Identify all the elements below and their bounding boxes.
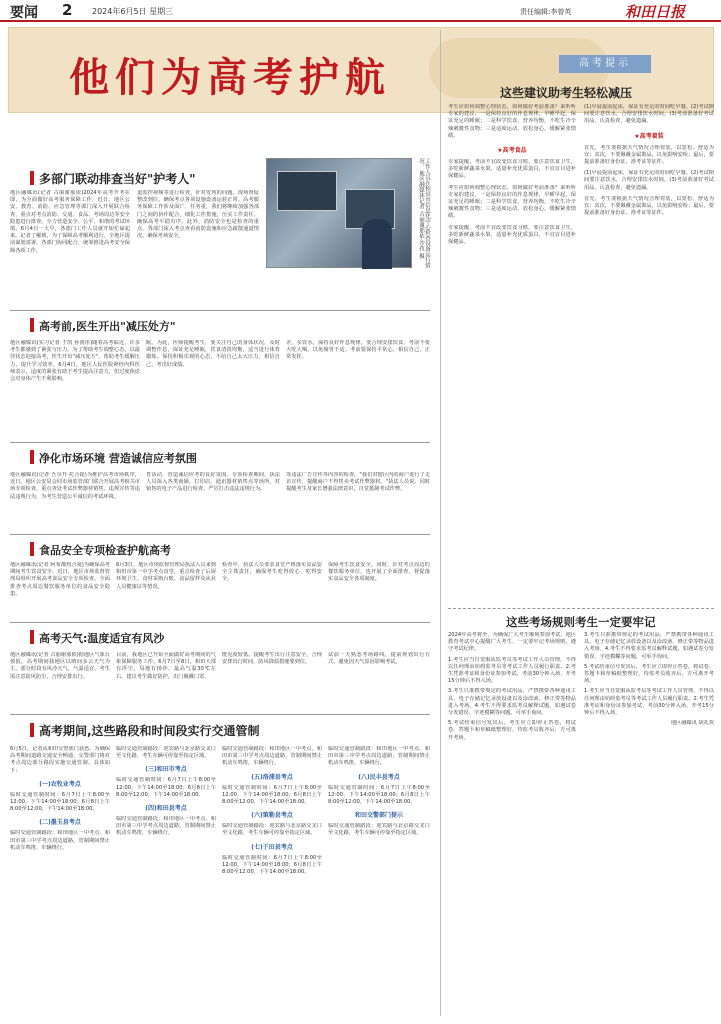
monitor-screen [277, 171, 337, 211]
right-article-1-col-2: (1)早晨提前起床，保证有充足的时间吃早餐。(2)考试期间要注意饮水，合理安排饮水时间。(3)考前准备好考试用品，认真检查，避免遗漏。 ★高考着装 首先，考生要根据天气情况合理着装，以宽松、舒适为宜；其次，不要佩戴金属饰品，以免影响安检；最后，要提前准备好身份证、准考证等证件。 (1)早晨提前起床，保证有充足的时间吃早餐。(2)考试期间要注意饮水，合理安排饮水时间。(3)考前准备好考试用品，认真检查，避免遗漏。 首先，考生要根据天气情况合理着装，以宽松、舒适为宜；其次，不要佩戴金属饰品，以免影响安检；最后，要提前准备好身份证、准考证等证件。 [584, 104, 714, 217]
right-article-1-col-1: 考生应如何调整心理状态，如何做好考前准备？来听听专家的建议。一是保持良好的作息规律，早睡早起，保证充足的睡眠；二是科学饮食，营养均衡，不吃生冷辛辣刺激性食物；三是适度运动，放松身心，缓解紧张情绪。 ★高考食品 专家提醒，考前不宜改变饮食习惯，要注意饮食卫生，多吃新鲜蔬菜水果，适量补充优质蛋白，不宜盲目进补保健品。 考生应如何调整心理状态，如何做好考前准备？来听听专家的建议。一是保持良好的作息规律，早睡早起，保证充足的睡眠；二是科学饮食，营养均衡，不吃生冷辛辣刺激性食物；三是适度运动，放松身心，缓解紧张情绪。 专家提醒，考前不宜改变饮食习惯，要注意饮食卫生，多吃新鲜蔬菜水果，适量补充优质蛋白，不宜盲目进补保健品。 [448, 104, 576, 246]
right-article-1-title: 这些建议助考生轻松减压 [500, 86, 633, 100]
article-5-col-1: 地区融媒讯(记者 古丽谢那依)据地区气象台预报，高考期间我地区以晴间多云天气为主，部分时段有风沙天气，气温适宜，考生需注意防风防尘，合理安排出行。 [10, 652, 110, 680]
article-3-col-1: 地区融媒讯(记者 吾尔开·托合提)为维护高考市场秩序，近日，地区公安局会同市场监管部门联合开展高考相关市场专项检查，重点查处考试作弊器材销售、违规宣传等违法违规行为，为考生营造公平诚信的考试环境。 [10, 472, 140, 500]
officer-figure [362, 219, 392, 269]
article-2-col-2: 眠。为此，医师提醒考生，要关注自己的身体状况，及时调整作息，保证充足睡眠，饮食清淡均衡，适当进行体育锻炼。保持积极乐观的心态，不给自己太大压力，相信自己，考出好成绩。 [146, 340, 280, 368]
right-article-2-col-2: 3.考生只准携带规定的考试用品，严禁携带各种通讯工具、电子存储记忆录放设备以及涂改液、修正带等物品进入考场。4.考生不得要求监考员解释试题，如遇试卷分发错误、字迹模糊等问题，可举手询问。 5.考试结束信号发出后，考生应立即停止答卷，将试卷、答题卡和草稿纸整理好，待监考员收齐后，方可离开考场。 1.考生应当自觉服从监考员等考试工作人员管理，不得以任何理由妨碍监考员等考试工作人员履行职责。2.考生凭准考证和身份证参加考试，考前30分钟入场，开考15分钟后不得入场。 地区融媒讯 胡礼欢 [584, 632, 714, 727]
article-5-title: 高考天气:温度适宜有风沙 [30, 630, 164, 646]
editor-credit: 责任编辑:李曾英 [520, 8, 572, 16]
issue-date: 2024年6月5日 星期三 [92, 7, 174, 16]
article-4-col-1: 地区融媒讯(记者 阿布都热合曼)为确保高考期间考生饮食安全，近日，地区市场监督管理局组织开展高考食品安全专项检查，全面排查考点周边餐饮服务单位的食品安全隐患。 [10, 562, 110, 597]
newspaper-logo: 和田日报 [625, 3, 686, 21]
article-3-col-3: 等违法广告宣传等内容的检查。"我们对辖区内的商户进行了走访宣传，提醒商户不得售卖考试作弊器材。"执法人员说。同时提醒考生及家长增强法律意识，自觉抵制考试作弊。 [286, 472, 430, 493]
right-article-2-title: 这些考场规则考生一定要牢记 [506, 615, 656, 629]
article-6-col-1: 6月5日，记者从和田交警部门获悉，为确保高考期间道路交通安全畅通，交警部门将对考点周边部分路段实施交通管制。具体如下： (一)农牧业考点 临时交通管制时间：6月7日上午8:00至12:00，下午14:00至18:00；6月8日上午8:00至12:00，下午14:00至18:00。 (二)墨玉县考点 临时交通管制路段：和田地区一中考点、和田市第三中学考点周边道路，管制期间禁止机动车鸣笛，车辆绕行。 [10, 746, 110, 851]
article-6-title: 高考期间,这些路段和时间段实行交通管制 [30, 722, 260, 739]
article-6-col-4: 临时交通管制路段：和田地区一中考点、和田市第三中学考点周边道路，管制期间禁止机动车鸣笛，车辆绕行。 (八)民丰县考点 临时交通管制时间：6月7日上午8:00至12:00，下午14:00至18:00；6月8日上午8:00至12:00，下午14:00至18:00。 和田交警部门提示 临时交通管制路段：迎宾路与北京路交叉口至文化路，考生车辆可停靠至指定区域。 [328, 746, 430, 837]
article-1-col-1: 地区融媒讯(记者 古丽谢那依)2024年高考开考在即，为全面做好高考服务保障工作，近日，地区公安、教育、消防、应急管理等部门深入开展联合检查，重点对考点消防、交通、食品、考场周边等安全隐患进行排查，全力营造安全、公平、和谐的考试环境。6月4日一大早，各部门工作人员就开始忙碌起来。记者了解到，为了保障高考顺利进行，全地区提前谋划部署，各部门协同配合，统筹推进高考安全保障各项工作。 [10, 190, 130, 254]
article-4-title: 食品安全专项检查护航高考 [30, 542, 171, 558]
article-3-col-2: 育活动，营造诚信应考的良好氛围。专项检查期间，执法人员深入各类商铺、打印店、通讯器材销售点等场所，对销售的电子产品进行检查，严厉打击违法违规行为。 [146, 472, 280, 493]
right-article-2-byline: 地区融媒讯 胡礼欢 [670, 720, 714, 727]
article-4-col-2: 6月3日，地区市场监督管理局执法人员来到和田市第一中学考点食堂，重点检查了后厨环境卫生、食材采购台账、食品留样及从业人员健康证等情况。 [116, 562, 216, 590]
section-name: 要闻 [10, 5, 38, 21]
article-5-col-2: 目前，我地区已开始全面做好高考期间的气象保障服务工作。6月7日至8日，和田大部有浮尘，局地有扬沙，最高气温30℃左右。建议考生做好防护，出门佩戴口罩。 [116, 652, 216, 680]
page-number: 2 [62, 1, 73, 19]
page-header [0, 0, 721, 22]
article-2-col-1: 地区融媒讯(实习记者 于凯 孙雨彤)随着高考临近，许多考生都感到了紧张与压力。为了帮助考生调整心态，以最佳状态迎接高考，医生开出"减压处方"，帮助考生缓解压力，提升学习效率。6月4日，地区人民医院神经内科医师表示，适度的紧张有助于考生提高注意力，但过度焦虑会对身体产生不利影响。 [10, 340, 140, 383]
article-4-col-3: 检查中，执法人员要求食堂严格落实食品安全主体责任，确保考生吃得放心、吃得安全。 [222, 562, 322, 583]
article-1-title: 多部门联动排查当好"护考人" [30, 170, 196, 187]
article-2-title: 高考前,医生开出"减压处方" [30, 318, 176, 334]
article-6-col-2: 临时交通管制路段：迎宾路与北京路交叉口至文化路，考生车辆可停靠至指定区域。 (三)和田市考点 临时交通管制时间：6月7日上午8:00至12:00，下午14:00至18:00；6月8日上午8:00至12:00，下午14:00至18:00。 (四)和田县考点 临时交通管制路段：和田地区一中考点、和田市第三中学考点周边道路，管制期间禁止机动车鸣笛，车辆绕行。 [116, 746, 216, 837]
news-photo [266, 158, 412, 268]
article-4-col-4: 保障考生饮食安全。同时，针对考点周边的餐饮服务单位，也开展了全面排查，督促落实食品安全各项制度。 [328, 562, 430, 583]
article-2-col-3: 差，多饮水，保持良好作息规律。要合理安排饮食，考前不要大吃大喝，以免肠胃不适。考前要保持平常心，相信自己，正常发挥。 [286, 340, 430, 361]
right-article-2-col-1: 2024年高考将至，为确保广大考生顺利参加考试，地区教育考试中心提醒广大考生，一定要牢记考场规则，遵守考试纪律。 1.考生应当自觉服从监考员等考试工作人员管理，不得以任何理由妨碍监考员等考试工作人员履行职责。2.考生凭准考证和身份证参加考试，考前30分钟入场，开考15分钟后不得入场。 3.考生只准携带规定的考试用品，严禁携带各种通讯工具、电子存储记忆录放设备以及涂改液、修正带等物品进入考场。4.考生不得要求监考员解释试题，如遇试卷分发错误、字迹模糊等问题，可举手询问。 5.考试结束信号发出后，考生应立即停止答卷，将试卷、答题卡和草稿纸整理好，待监考员收齐后，方可离开考场。 [448, 632, 576, 741]
article-5-col-3: 能见度较低。提醒考生出行注意安全，合理安排出行时间，防风降温措施要到位。 [222, 652, 322, 666]
photo-caption: 工作人员在和田市信息化中心检查设备运行情况。 地区融媒体记者 古丽谢那依·沙孜 摄 [418, 158, 430, 268]
banner-title: 他们为高考护航 [69, 54, 391, 101]
article-6-col-3: 临时交通管制路段：和田地区一中考点、和田市第三中学考点周边道路，管制期间禁止机动车鸣笛，车辆绕行。 (五)洛浦县考点 临时交通管制时间：6月7日上午8:00至12:00，下午14:00至18:00；6月8日上午8:00至12:00，下午14:00至18:00。 (六)策勒县考点 临时交通管制路段：迎宾路与北京路交叉口至文化路，考生车辆可停靠至指定区域。 (七)于田县考点 临时交通管制时间：6月7日上午8:00至12:00，下午14:00至18:00；6月8日上午8:00至12:00，下午14:00至18:00。 [222, 746, 322, 876]
article-3-title: 净化市场环境 营造诚信应考氛围 [30, 450, 197, 466]
article-1-col-2: 道监控视频等进行检查。针对发现的问题，现场督促整改到位，确保考点各项设施设备运转正常。高考服务保障工作涉及面广、任务重，我们将继续加强各部门之间的协作配合，细化工作措施，压实工作责任，确保高考平稳有序。此外，消防安全也是检查的重点，各部门深入考点查看消防设施和应急疏散通道情况，确保考场安全。 [137, 190, 259, 240]
tips-tag: 高考提示 [559, 55, 651, 73]
article-5-col-4: 试前一天熟悉考场路线，提前规划出行方式，避免因天气原因影响考试。 [328, 652, 430, 666]
